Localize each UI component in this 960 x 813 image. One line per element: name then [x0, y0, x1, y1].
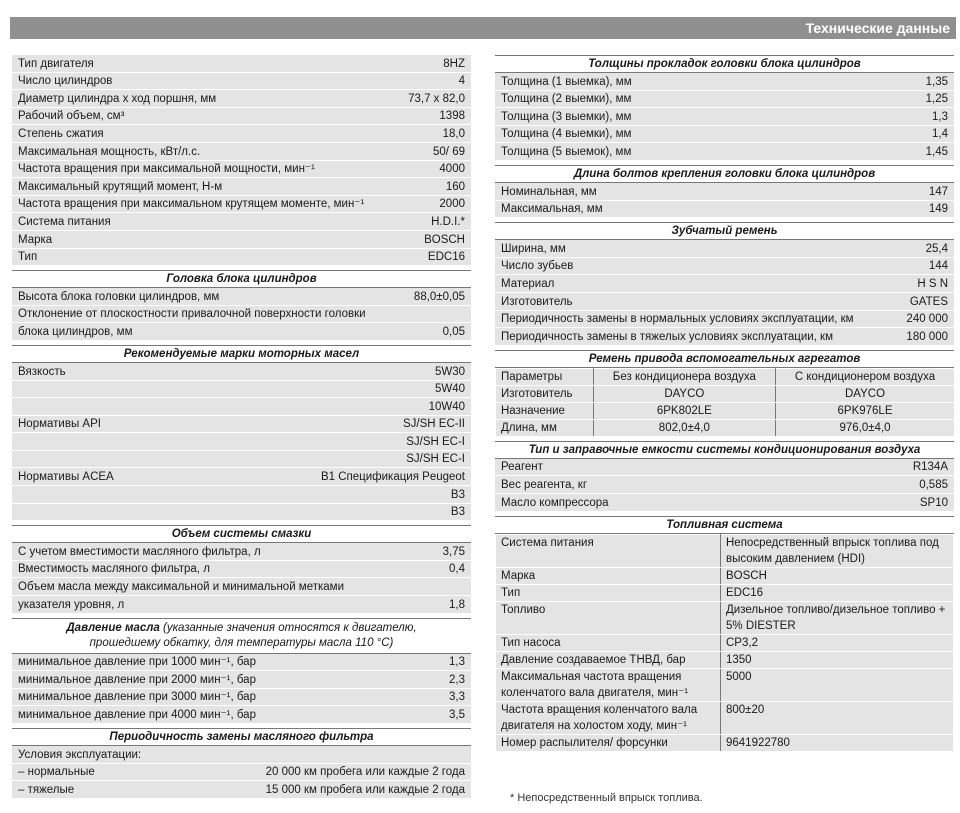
- table-row: [12, 73, 471, 91]
- table-row: С учетом вместимости масляного фильтра, л 3,75: [12, 543, 471, 561]
- table-cell: EDC16: [721, 584, 954, 601]
- timing-table: [495, 240, 954, 346]
- table-row: [12, 90, 471, 108]
- table-row: [496, 584, 954, 601]
- row-value: 2000: [439, 198, 465, 211]
- row-label: Условия эксплуатации:: [18, 748, 142, 761]
- table-row: [496, 368, 955, 385]
- row-label: Диаметр цилиндра x ход поршня, мм: [18, 92, 217, 105]
- table-row: [12, 55, 471, 73]
- row-value: 3,3: [449, 691, 465, 704]
- table-cell: 800±20: [721, 701, 954, 734]
- table-row: [12, 451, 471, 469]
- filter-table: [12, 746, 471, 799]
- row-value: 4000: [439, 163, 465, 176]
- table-row: Вместимость масляного фильтра, л 0,4: [12, 561, 471, 579]
- row-label: Вес реагента, кг: [501, 478, 588, 491]
- row-value: R134A: [912, 461, 948, 474]
- row-value: SJ/SH EC-I: [406, 453, 465, 466]
- table-row: [12, 416, 471, 434]
- table-row: [12, 468, 471, 486]
- row-value: 1,45: [925, 145, 948, 158]
- row-label: Толщина (2 выемки), мм: [501, 93, 632, 106]
- row-value: BOSCH: [424, 233, 465, 246]
- row-label: минимальное давление при 2000 мин⁻¹, бар: [18, 673, 256, 686]
- table-cell: Топливо: [496, 601, 721, 634]
- row-label: Степень сжатия: [18, 127, 104, 140]
- table-row: [12, 746, 471, 764]
- row-label: – тяжелые: [18, 783, 75, 796]
- table-row: [12, 764, 471, 782]
- table-row: [495, 275, 954, 293]
- row-value: 15 000 км пробега или каждые 2 года: [265, 783, 465, 796]
- timing-section-title: Зубчатый ремень: [495, 222, 954, 240]
- table-row: [495, 476, 954, 494]
- oils-table: [12, 363, 471, 521]
- table-cell: Назначение: [496, 402, 594, 419]
- table-row: Отклонение от плоскостности привалочной поверхности головки: [12, 306, 471, 324]
- table-row: [12, 125, 471, 143]
- row-label: Нормативы ACEA: [18, 471, 114, 484]
- table-row: [495, 494, 954, 512]
- row-value: GATES: [909, 295, 948, 308]
- table-cell: 1350: [721, 651, 954, 668]
- row-value: SJ/SH EC-I: [406, 435, 465, 448]
- row-label: Толщина (3 выемки), мм: [501, 110, 632, 123]
- banner-title: Технические данные: [805, 20, 950, 36]
- table-cell: Изготовитель: [496, 385, 594, 402]
- lube-section-title: Объем системы смазки: [12, 525, 471, 543]
- row-label: Изготовитель: [501, 295, 573, 308]
- table-row: [12, 161, 471, 179]
- table-row: [12, 706, 471, 724]
- table-cell: DAYCO: [593, 385, 775, 402]
- table-row: [496, 402, 955, 419]
- row-label: Нормативы API: [18, 418, 101, 431]
- row-label: Периодичность замены в тяжелых условиях эксплуатации, км: [501, 330, 833, 343]
- row-label: Максимальный крутящий момент, Н-м: [18, 180, 223, 193]
- table-cell: Номер распылителя/ форсунки: [496, 734, 721, 751]
- table-cell: Частота вращения коленчатого вала двигателя на холостом ходу, мин⁻¹: [496, 701, 721, 734]
- table-row: Объем масла между максимальной и минимальной метками: [12, 578, 471, 596]
- table-row: [495, 240, 954, 258]
- filter-section-title: Периодичность замены масляного фильтра: [12, 728, 471, 746]
- row-value: 10W40: [428, 400, 465, 413]
- table-row: [495, 293, 954, 311]
- row-value: 5W30: [434, 365, 465, 378]
- oils-section-title: Рекомендуемые марки моторных масел: [12, 345, 471, 363]
- row-label: Периодичность замены в нормальных условиях эксплуатации, км: [501, 313, 854, 326]
- footnote: * Непосредственный впрыск топлива.: [510, 792, 703, 804]
- row-value: 8HZ: [443, 57, 465, 70]
- row-value: 180 000: [906, 330, 948, 343]
- table-cell: С кондиционером воздуха: [776, 368, 955, 385]
- row-value: 1,3: [449, 656, 465, 669]
- row-value: H S N: [917, 277, 948, 290]
- table-row: [496, 419, 955, 436]
- table-row: [12, 781, 471, 799]
- row-value: 147: [928, 185, 948, 198]
- table-row: [496, 567, 954, 584]
- row-label: Номинальная, мм: [501, 185, 597, 198]
- gasket-table: [495, 73, 954, 161]
- table-row: [496, 634, 954, 651]
- row-value: 1,35: [925, 75, 948, 88]
- table-row: [496, 668, 954, 701]
- row-label: Частота вращения при максимальном крутящем моменте, мин⁻¹: [18, 198, 365, 211]
- row-label: Число цилиндров: [18, 75, 113, 88]
- table-cell: 9641922780: [721, 734, 954, 751]
- table-row: [12, 398, 471, 416]
- table-row: [12, 363, 471, 381]
- row-label: Материал: [501, 277, 555, 290]
- table-cell: 6PK976LE: [776, 402, 955, 419]
- table-row: [495, 91, 954, 109]
- table-row: [496, 701, 954, 734]
- row-label: Частота вращения при максимальной мощности, мин⁻¹: [18, 163, 315, 176]
- fuel-table: [495, 534, 954, 752]
- table-cell: 5000: [721, 668, 954, 701]
- aux-section-title: Ремень привода вспомогательных агрегатов: [495, 350, 954, 368]
- table-row: [496, 385, 955, 402]
- table-row: [495, 311, 954, 329]
- row-label: Масло компрессора: [501, 496, 609, 509]
- pressure-section-title: Давление масла (указанные значения относятся к двигателю, прошедшему обкатку, для температуры масла 110 °С): [12, 618, 471, 654]
- table-cell: Тип насоса: [496, 634, 721, 651]
- table-row: [496, 601, 954, 634]
- row-value: 73,7 x 82,0: [408, 92, 465, 105]
- table-row: [496, 734, 954, 751]
- section-banner: [10, 17, 956, 39]
- row-value: EDC16: [427, 251, 465, 264]
- row-label: Число зубьев: [501, 260, 574, 273]
- table-row: [496, 651, 954, 668]
- row-value: 240 000: [906, 313, 948, 326]
- pressure-table: [12, 654, 471, 724]
- row-value: B3: [450, 488, 465, 501]
- table-row: [495, 201, 954, 219]
- table-cell: DAYCO: [776, 385, 955, 402]
- row-value: 1,3: [932, 110, 948, 123]
- table-row: [12, 486, 471, 504]
- table-row: [495, 108, 954, 126]
- table-cell: Система питания: [496, 534, 721, 567]
- row-value: 18,0: [442, 127, 465, 140]
- table-row: [12, 231, 471, 249]
- row-value: 5W40: [434, 383, 465, 396]
- table-cell: Без кондиционера воздуха: [593, 368, 775, 385]
- table-row: [496, 534, 954, 567]
- row-value: 2,3: [449, 673, 465, 686]
- row-label: Система питания: [18, 215, 111, 228]
- table-row: [495, 328, 954, 346]
- row-label: минимальное давление при 4000 мин⁻¹, бар: [18, 709, 256, 721]
- bolts-table: [495, 183, 954, 218]
- table-cell: BOSCH: [721, 567, 954, 584]
- table-row: [12, 381, 471, 399]
- row-value: 160: [445, 180, 465, 193]
- row-value: 0,585: [919, 478, 948, 491]
- table-cell: Давление создаваемое ТНВД, бар: [496, 651, 721, 668]
- row-value: 1,25: [925, 93, 948, 106]
- fuel-section-title: Топливная система: [495, 516, 954, 534]
- row-value: H.D.I.*: [431, 215, 465, 228]
- right-column: [495, 55, 954, 752]
- row-label: Марка: [18, 233, 53, 246]
- table-cell: CP3,2: [721, 634, 954, 651]
- row-value: 144: [928, 260, 948, 273]
- table-row: [12, 213, 471, 231]
- engine-table: [12, 55, 471, 266]
- left-column: [12, 55, 471, 799]
- row-value: 3,5: [449, 709, 465, 721]
- row-label: Тип: [18, 251, 38, 264]
- table-cell: 6PK802LE: [593, 402, 775, 419]
- table-row: [12, 249, 471, 267]
- table-row: [12, 178, 471, 196]
- table-row: [495, 73, 954, 91]
- table-row: [495, 126, 954, 144]
- table-cell: Непосредственный впрыск топлива под высоким давлением (HDI): [721, 534, 954, 567]
- ac-table: [495, 459, 954, 512]
- row-value: 1,4: [932, 128, 948, 141]
- table-cell: Марка: [496, 567, 721, 584]
- head-section-title: Головка блока цилиндров: [12, 270, 471, 288]
- row-label: минимальное давление при 1000 мин⁻¹, бар: [18, 656, 256, 669]
- row-value: 50/ 69: [433, 145, 465, 158]
- row-value: SJ/SH EC-II: [403, 418, 465, 431]
- row-label: Ширина, мм: [501, 242, 566, 255]
- row-label: Толщина (1 выемка), мм: [501, 75, 632, 88]
- row-label: Тип двигателя: [18, 57, 94, 70]
- table-cell: Дизельное топливо/дизельное топливо + 5% DIESTER: [721, 601, 954, 634]
- row-label: Рабочий объем, см³: [18, 110, 125, 123]
- row-value: B3: [450, 506, 465, 519]
- row-label: Вязкость: [18, 365, 66, 378]
- table-row: [12, 143, 471, 161]
- row-label: Толщина (4 выемки), мм: [501, 128, 632, 141]
- row-value: B1 Спецификация Peugeot: [320, 471, 465, 484]
- row-label: Толщина (5 выемок), мм: [501, 145, 632, 158]
- table-row: [495, 258, 954, 276]
- table-cell: Длина, мм: [496, 419, 594, 436]
- gasket-section-title: Толщины прокладок головки блока цилиндров: [495, 55, 954, 73]
- table-row: [12, 433, 471, 451]
- table-cell: Параметры: [496, 368, 594, 385]
- row-value: 149: [928, 203, 948, 216]
- row-value: 25,4: [925, 242, 948, 255]
- table-cell: 976,0±4,0: [776, 419, 955, 436]
- row-label: Реагент: [501, 461, 543, 474]
- row-value: SP10: [919, 496, 948, 509]
- table-row: [495, 143, 954, 161]
- row-value: 20 000 км пробега или каждые 2 года: [265, 766, 465, 779]
- row-label: – нормальные: [18, 766, 95, 779]
- aux-belt-table: [495, 368, 954, 437]
- table-row: [495, 183, 954, 201]
- row-value: 1398: [439, 110, 465, 123]
- row-label: Максимальная, мм: [501, 203, 603, 216]
- table-row: [12, 671, 471, 689]
- row-label: минимальное давление при 3000 мин⁻¹, бар: [18, 691, 256, 704]
- table-cell: 802,0±4,0: [593, 419, 775, 436]
- table-row: [495, 459, 954, 477]
- ac-section-title: Тип и заправочные емкости системы кондиционирования воздуха: [495, 441, 954, 459]
- table-cell: Максимальная частота вращения коленчатого вала двигателя, мин⁻¹: [496, 668, 721, 701]
- table-row: Высота блока головки цилиндров, мм 88,0±0,05: [12, 288, 471, 306]
- row-value: 4: [458, 75, 465, 88]
- table-cell: Тип: [496, 584, 721, 601]
- table-row: [12, 504, 471, 522]
- table-row: [12, 108, 471, 126]
- row-label: Максимальная мощность, кВт/л.с.: [18, 145, 201, 158]
- table-row: [12, 689, 471, 707]
- table-row: [12, 654, 471, 672]
- bolts-section-title: Длина болтов крепления головки блока цилиндров: [495, 165, 954, 183]
- table-row: указателя уровня, л 1,8: [12, 596, 471, 614]
- table-row: [12, 196, 471, 214]
- table-row: блока цилиндров, мм 0,05: [12, 323, 471, 341]
